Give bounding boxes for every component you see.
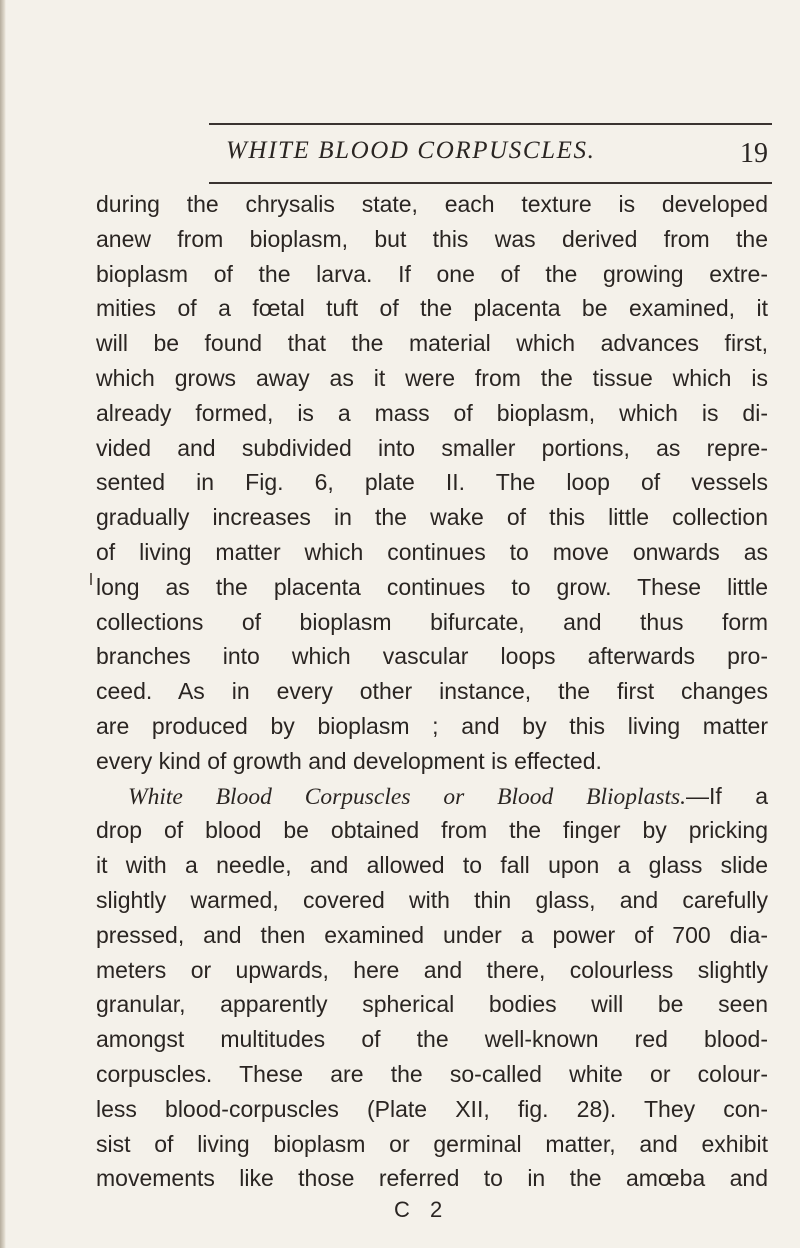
text-line: sented in Fig. 6, plate II. The loop of vessels xyxy=(96,469,768,496)
text-line: mities of a fœtal tuft of the placenta be examined, it xyxy=(96,295,768,322)
text-line: during the chrysalis state, each texture is developed xyxy=(96,191,768,217)
text-line: slightly warmed, covered with thin glass, and carefully xyxy=(96,886,768,913)
text-line: of living matter which continues to move onwards as xyxy=(96,538,768,565)
running-title: WHITE BLOOD CORPUSCLES. xyxy=(226,137,596,164)
section-heading: White Blood Corpuscles or Blood Blioplasts. xyxy=(128,783,687,810)
text-line: corpuscles. These are the so-called white or colour- xyxy=(96,1060,768,1087)
text-line: long as the placenta continues to grow. These little xyxy=(96,573,768,600)
text-line: branches into which vascular loops afterwards pro- xyxy=(96,643,768,670)
text-line: sist of living bioplasm or germinal matter, and exhibit xyxy=(96,1130,768,1157)
text-line: pressed, and then examined under a power of 700 dia- xyxy=(96,921,768,948)
text-line: meters or upwards, here and there, colourless slightly xyxy=(96,956,768,983)
text-line: already formed, is a mass of bioplasm, which is di- xyxy=(96,399,768,426)
text-line: gradually increases in the wake of this little collection xyxy=(96,504,768,531)
text-line: it with a needle, and allowed to fall upon a glass slide xyxy=(96,852,768,879)
text-line: amongst multitudes of the well-known red blood- xyxy=(96,1026,768,1053)
section-heading-line xyxy=(96,779,768,814)
header-rule-bottom xyxy=(209,182,772,184)
text-line: anew from bioplasm, but this was derived from the xyxy=(96,225,768,252)
body-text xyxy=(96,187,768,1196)
signature-mark: C 2 xyxy=(394,1197,450,1222)
page-number: 19 xyxy=(740,138,768,169)
margin-mark xyxy=(90,573,92,585)
text-line: are produced by bioplasm ; and by this living matter xyxy=(96,712,768,739)
text-line: ceed. As in every other instance, the first changes xyxy=(96,678,768,705)
page-binding-edge xyxy=(0,0,6,1248)
text-line: bioplasm of the larva. If one of the growing extre- xyxy=(96,260,768,287)
text-line: which grows away as it were from the tissue which is xyxy=(96,364,768,391)
text-line: less blood-corpuscles (Plate XII, fig. 28). They con- xyxy=(96,1095,768,1122)
header-rule-top xyxy=(209,123,772,125)
text-line: granular, apparently spherical bodies will be seen xyxy=(96,991,768,1018)
text-line: vided and subdivided into smaller portions, as repre- xyxy=(96,434,768,461)
text-line: movements like those referred to in the amœba and xyxy=(96,1165,768,1192)
text-line: every kind of growth and development is effected. xyxy=(96,747,602,774)
section-heading-continuation: —If a xyxy=(686,782,768,809)
text-line: will be found that the material which advances first, xyxy=(96,330,768,357)
text-line: collections of bioplasm bifurcate, and thus form xyxy=(96,608,768,635)
text-line: drop of blood be obtained from the finger by pricking xyxy=(96,817,768,844)
